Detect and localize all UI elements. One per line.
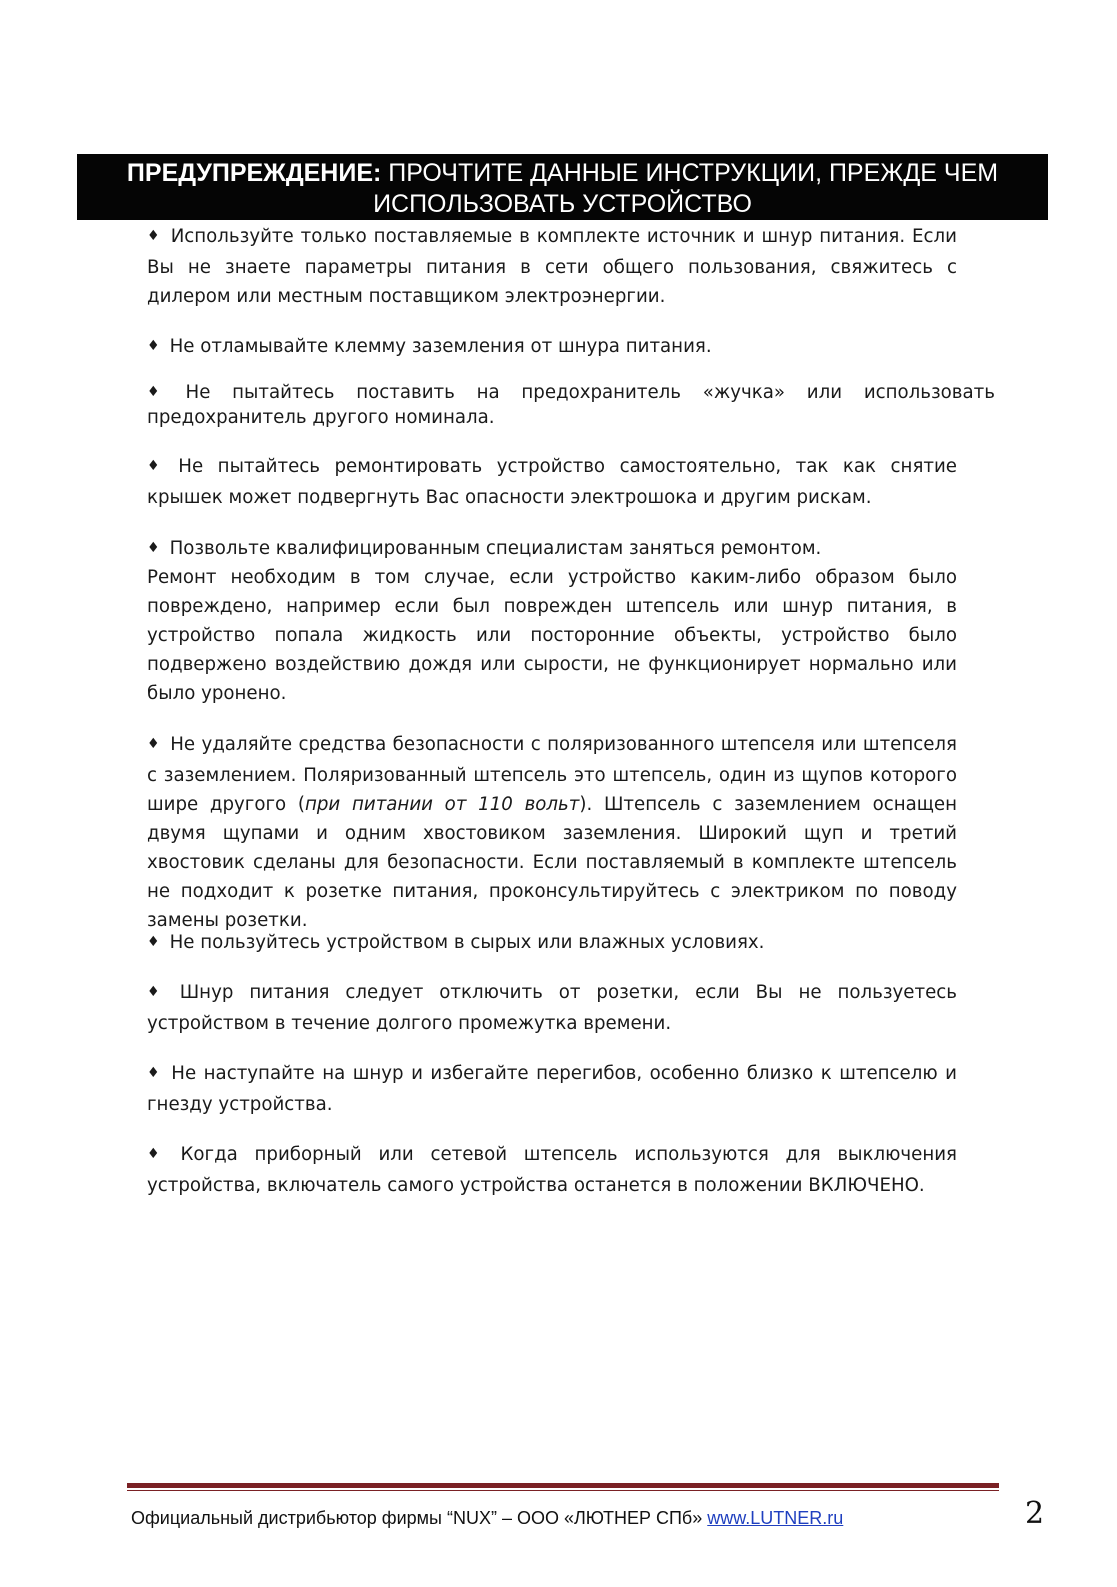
instruction-text: Не удаляйте средства безопасности с поляризованного штепселя или штепселя с заземлением. Поляризованный штепсель это штепсель, один из щупов которого шире другого ( (147, 734, 957, 815)
instruction-detail: Ремонт необходим в том случае, если устройство каким-либо образом было повреждено, например если был поврежден штепсель или шнур питания, в устройство попала жидкость или посторонние объекты, устройство было подвержено воздействию дождя или сырости, не функционирует нормально или было уронено. (147, 567, 957, 704)
warning-banner (77, 154, 1048, 220)
instruction-text: Не наступайте на шнур и избегайте перегибов, особенно близко к штепселю и гнезду устройства. (147, 1063, 957, 1115)
instruction-item (147, 1059, 957, 1119)
instruction-item (147, 381, 995, 430)
footer-divider-thin (127, 1490, 999, 1491)
instruction-italic: при питании от 110 вольт (305, 794, 580, 815)
instruction-text: Шнур питания следует отключить от розетки, если Вы не пользуетесь устройством в течение долгого промежутка времени. (147, 982, 957, 1034)
warning-label: ПРЕДУПРЕЖДЕНИЕ: (126, 159, 382, 187)
footer-divider (127, 1483, 999, 1491)
diamond-bullet-icon: ♦ (147, 228, 161, 244)
footer-divider-thick (127, 1483, 999, 1488)
diamond-bullet-icon: ♦ (147, 984, 170, 1000)
diamond-bullet-icon: ♦ (147, 736, 161, 752)
warning-text-2: ИСПОЛЬЗОВАТЬ УСТРОЙСТВО (373, 190, 752, 218)
instruction-text: Позвольте квалифицированным специалистам заняться ремонтом. (169, 538, 822, 559)
instruction-text: Не пытайтесь ремонтировать устройство самостоятельно, так как снятие крышек может подвергнуть Вас опасности электрошока и другим рискам. (147, 456, 957, 508)
diamond-bullet-icon: ♦ (147, 384, 176, 400)
instruction-item (147, 928, 957, 959)
instruction-item (147, 534, 957, 565)
page-number: 2 (1025, 1496, 1045, 1531)
instruction-text: ). Штепсель с заземлением оснащен двумя щупами и одним хвостовиком заземления. Широкий щуп и третий хвостовик сделаны для безопасности. Если поставляемый в комплекте штепсель не подходит к розетке питания, проконсультируйтесь с электриком по поводу замены розетки. (147, 794, 957, 931)
diamond-bullet-icon: ♦ (147, 934, 160, 950)
instruction-text: Не пытайтесь поставить на предохранитель «жучка» или использовать предохранитель другого номинала. (147, 382, 995, 428)
instruction-text: Когда приборный или сетевой штепсель используются для выключения устройства, включатель самого устройства останется в положении ВКЛЮЧЕНО. (147, 1144, 957, 1196)
instruction-text: Не пользуйтесь устройством в сырых или влажных условиях. (169, 932, 765, 953)
footer-distributor (131, 1508, 843, 1529)
instruction-text: Используйте только поставляемые в комплекте источник и шнур питания. Если Вы не знаете параметры питания в сети общего пользования, свяжитесь с дилером или местным поставщиком электроэнергии. (147, 226, 957, 307)
instruction-item (147, 978, 957, 1038)
instruction-item (147, 332, 957, 363)
distributor-text: Официальный дистрибьютор фирмы “NUX” – ООО «ЛЮТНЕР СПб» (131, 1508, 703, 1528)
instruction-item (147, 452, 957, 512)
diamond-bullet-icon: ♦ (147, 540, 160, 556)
diamond-bullet-icon: ♦ (147, 338, 160, 354)
lutner-link[interactable]: www.LUTNER.ru (707, 1508, 844, 1528)
instruction-text: Не отламывайте клемму заземления от шнура питания. (169, 336, 712, 357)
instruction-item (147, 1140, 957, 1200)
diamond-bullet-icon: ♦ (147, 1146, 171, 1162)
instruction-item (147, 222, 957, 311)
warning-line-1 (77, 158, 1048, 189)
warning-text-1: ПРОЧТИТЕ ДАННЫЕ ИНСТРУКЦИИ, ПРЕЖДЕ ЧЕМ (388, 159, 999, 187)
diamond-bullet-icon: ♦ (147, 458, 169, 474)
instruction-item (147, 730, 957, 935)
diamond-bullet-icon: ♦ (147, 1065, 162, 1081)
